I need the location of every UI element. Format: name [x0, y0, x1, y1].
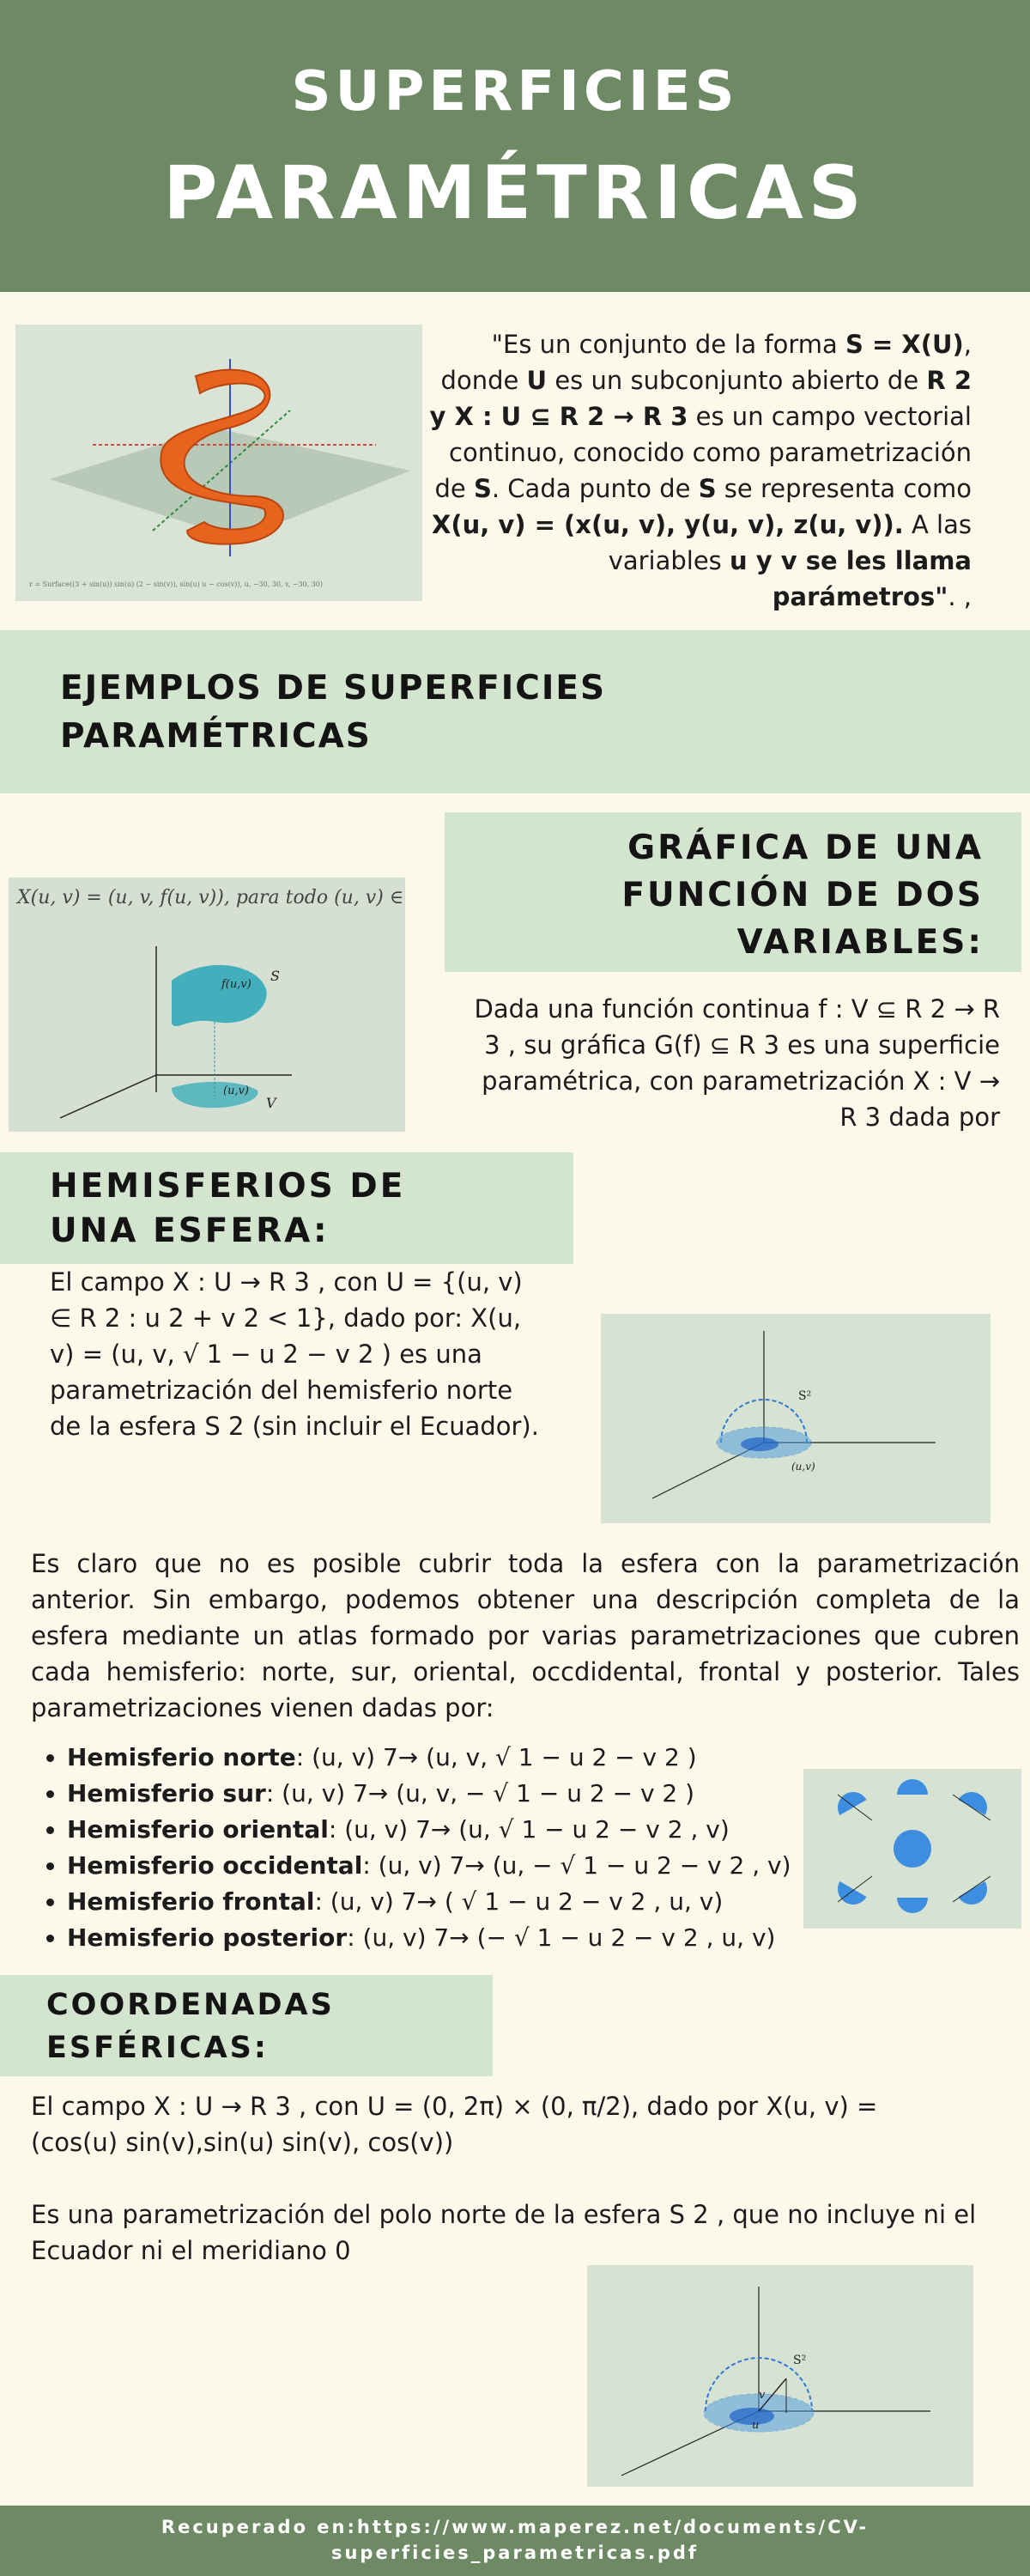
examples-section-bar: [0, 630, 1030, 793]
disk-core-shape: [741, 1437, 779, 1451]
graph-formula: X(u, v) = (u, v, f(u, v)), para todo (u, v) ∈ V.: [17, 887, 405, 908]
y-axis-line: [60, 1075, 156, 1118]
list-item-name: Hemisferio posterior: [67, 1923, 348, 1952]
intro-text-5: . Cada punto de: [491, 474, 699, 503]
spherical-heading-line2: ESFÉRICAS:: [46, 2031, 269, 2065]
graph-heading-line2: FUNCIÓN DE DOS: [621, 876, 984, 914]
label-fuv: f(u,v): [221, 978, 251, 991]
examples-heading: [60, 665, 606, 761]
list-item-name: Hemisferio sur: [67, 1779, 266, 1807]
surface-caption: r = Surface((3 + sin(u)) sin(u) (2 − sin(v)), sin(u) u − cos(v)), u, −30, 30, v, −30, 30): [29, 580, 324, 588]
intro-bold-4: S: [473, 474, 492, 503]
hemisphere-shape: [897, 1779, 928, 1795]
intro-text-8: . ,: [948, 582, 972, 611]
hemisphere-list-items: [33, 1740, 805, 1956]
spherical-heading: [46, 1984, 335, 2069]
hemisphere-heading-line2: UNA ESFERA:: [50, 1212, 330, 1250]
spherical-illustration: [587, 2265, 973, 2487]
graph-function-image: [9, 878, 405, 1132]
list-item-formula: : (u, v) 7→ (u, − √ 1 − u 2 − v 2 , v): [362, 1851, 791, 1880]
intro-text-7: A las variables: [608, 510, 972, 575]
surface-image: [15, 325, 422, 601]
list-item: [67, 1920, 805, 1956]
footer-banner: [0, 2506, 1030, 2576]
atlas-paragraph: Es claro que no es posible cubrir toda la esfera con la parametrización anterior. Sin embargo, podemos obtener una descripción completa de la esfera mediante un atlas formado por varias parametrizaciones que cubren cada hemisferio: norte, sur, oriental, occdidental, frontal y posterior. Tales parametrizaciones vienen dadas por:: [31, 1549, 1020, 1722]
intro-text-6: se representa como: [716, 474, 972, 503]
spherical-heading-line1: COORDENADAS: [46, 1988, 335, 2022]
list-item-formula: : (u, v) 7→ (u, v, − √ 1 − u 2 − v 2 ): [265, 1779, 695, 1807]
hemisphere-image: [601, 1314, 991, 1523]
list-item-formula: : (u, v) 7→ ( √ 1 − u 2 − v 2 , u, v): [314, 1887, 724, 1916]
footer-source-line2: superficies_parametricas.pdf: [330, 2543, 700, 2563]
intro-bold-6: X(u, v) = (x(u, v), y(u, v), z(u, v)).: [432, 510, 904, 539]
intro-definition: [429, 326, 972, 615]
label-uv: (u,v): [791, 1461, 815, 1473]
list-item-name: Hemisferio norte: [67, 1743, 296, 1771]
list-item-name: Hemisferio frontal: [67, 1887, 315, 1916]
list-item-name: Hemisferio oriental: [67, 1815, 329, 1844]
center-sphere-shape: [894, 1830, 931, 1868]
intro-bold-2: U: [526, 366, 548, 395]
graph-illustration: [9, 878, 405, 1132]
label-v: v: [759, 2389, 766, 2402]
spherical-title-box: [0, 1975, 493, 2076]
label-u: u: [752, 2419, 760, 2432]
list-item: [67, 1740, 805, 1776]
label-s: S: [270, 968, 280, 984]
label-s2: S²: [793, 2354, 807, 2367]
header-banner: [0, 0, 1030, 292]
six-hemispheres-image: [803, 1769, 1021, 1929]
hemisphere-description: El campo X : U → R 3 , con U = {(u, v) ∈ R 2 : u 2 + v 2 < 1}, dado por: X(u, v) = (u, v, √ 1 − u 2 − v 2 ) es una parametrización del hemisferio norte de la esfera S 2 (sin incluir el Ecuador).: [50, 1267, 539, 1441]
page-title-line2: PARAMÉTRICAS: [163, 150, 867, 236]
hemisphere-heading-line1: HEMISFERIOS DE: [50, 1167, 406, 1206]
list-item-formula: : (u, v) 7→ (u, √ 1 − u 2 − v 2 , v): [328, 1815, 730, 1844]
page-title-line1: SUPERFICIES: [291, 60, 739, 124]
hemisphere-shape: [958, 1786, 992, 1815]
intro-bold-3: R 2 y X : U ⊆ R 2 → R 3: [429, 366, 972, 431]
list-item-formula: : (u, v) 7→ (u, v, √ 1 − u 2 − v 2 ): [295, 1743, 697, 1771]
intro-text-3: es un subconjunto abierto de: [547, 366, 927, 395]
spherical-description-1: El campo X : U → R 3 , con U = (0, 2π) × (0, π/2), dado por X(u, v) = (cos(u) sin(v),sin(u) sin(v), cos(v)): [31, 2092, 878, 2157]
surface-s-shape: [172, 965, 267, 1026]
label-s2: S²: [798, 1389, 812, 1403]
six-hemispheres-illustration: [803, 1769, 1021, 1929]
intro-text-1: "Es un conjunto de la forma: [491, 330, 845, 359]
hemisphere-title-box: [0, 1152, 573, 1264]
examples-heading-line2: PARAMÉTRICAS: [60, 717, 372, 756]
list-item-name: Hemisferio occidental: [67, 1851, 363, 1880]
hemisphere-list: [33, 1740, 805, 1956]
graph-description: Dada una función continua f : V ⊆ R 2 → R 3 , su gráfica G(f) ⊆ R 3 es una superficie paramétrica, con parametrización X : V → R 3 dada por: [474, 994, 1000, 1132]
intro-text-4: es un campo vectorial continuo, conocido como parametrización de: [434, 402, 972, 503]
list-item: [67, 1884, 805, 1920]
list-item: [67, 1848, 805, 1884]
spherical-description-2: Es una parametrización del polo norte de la esfera S 2 , que no incluye ni el Ecuador ni el meridiano 0: [31, 2200, 977, 2265]
graph-heading-line3: VARIABLES:: [736, 923, 984, 962]
list-item-formula: : (u, v) 7→ (− √ 1 − u 2 − v 2 , u, v): [347, 1923, 776, 1952]
spherical-image: [587, 2265, 973, 2487]
graph-title-box: [445, 812, 1021, 972]
examples-heading-line1: EJEMPLOS DE SUPERFICIES: [60, 669, 607, 708]
graph-heading-line1: GRÁFICA DE UNA: [627, 829, 984, 867]
hemisphere-illustration: [601, 1314, 991, 1523]
hemisphere-shape: [832, 1786, 866, 1815]
intro-text-2: , donde: [440, 330, 972, 395]
spiral-surface-illustration: [15, 325, 422, 601]
label-v: V: [266, 1095, 276, 1111]
graph-heading: [621, 824, 984, 966]
hemisphere-heading: [50, 1164, 405, 1254]
list-item: [67, 1776, 805, 1812]
intro-bold-7: u y v se les llama parámetros": [730, 546, 972, 611]
hemisphere-shape: [832, 1881, 866, 1911]
hemisphere-shape: [958, 1881, 992, 1911]
list-item: [67, 1812, 805, 1848]
footer-source-line1: Recuperado en:https://www.maperez.net/documents/CV-: [161, 2517, 869, 2537]
hemisphere-shape: [897, 1898, 928, 1913]
intro-bold-5: S: [698, 474, 717, 503]
intro-bold-1: S = X(U): [845, 330, 964, 359]
label-uv: (u,v): [223, 1084, 249, 1097]
